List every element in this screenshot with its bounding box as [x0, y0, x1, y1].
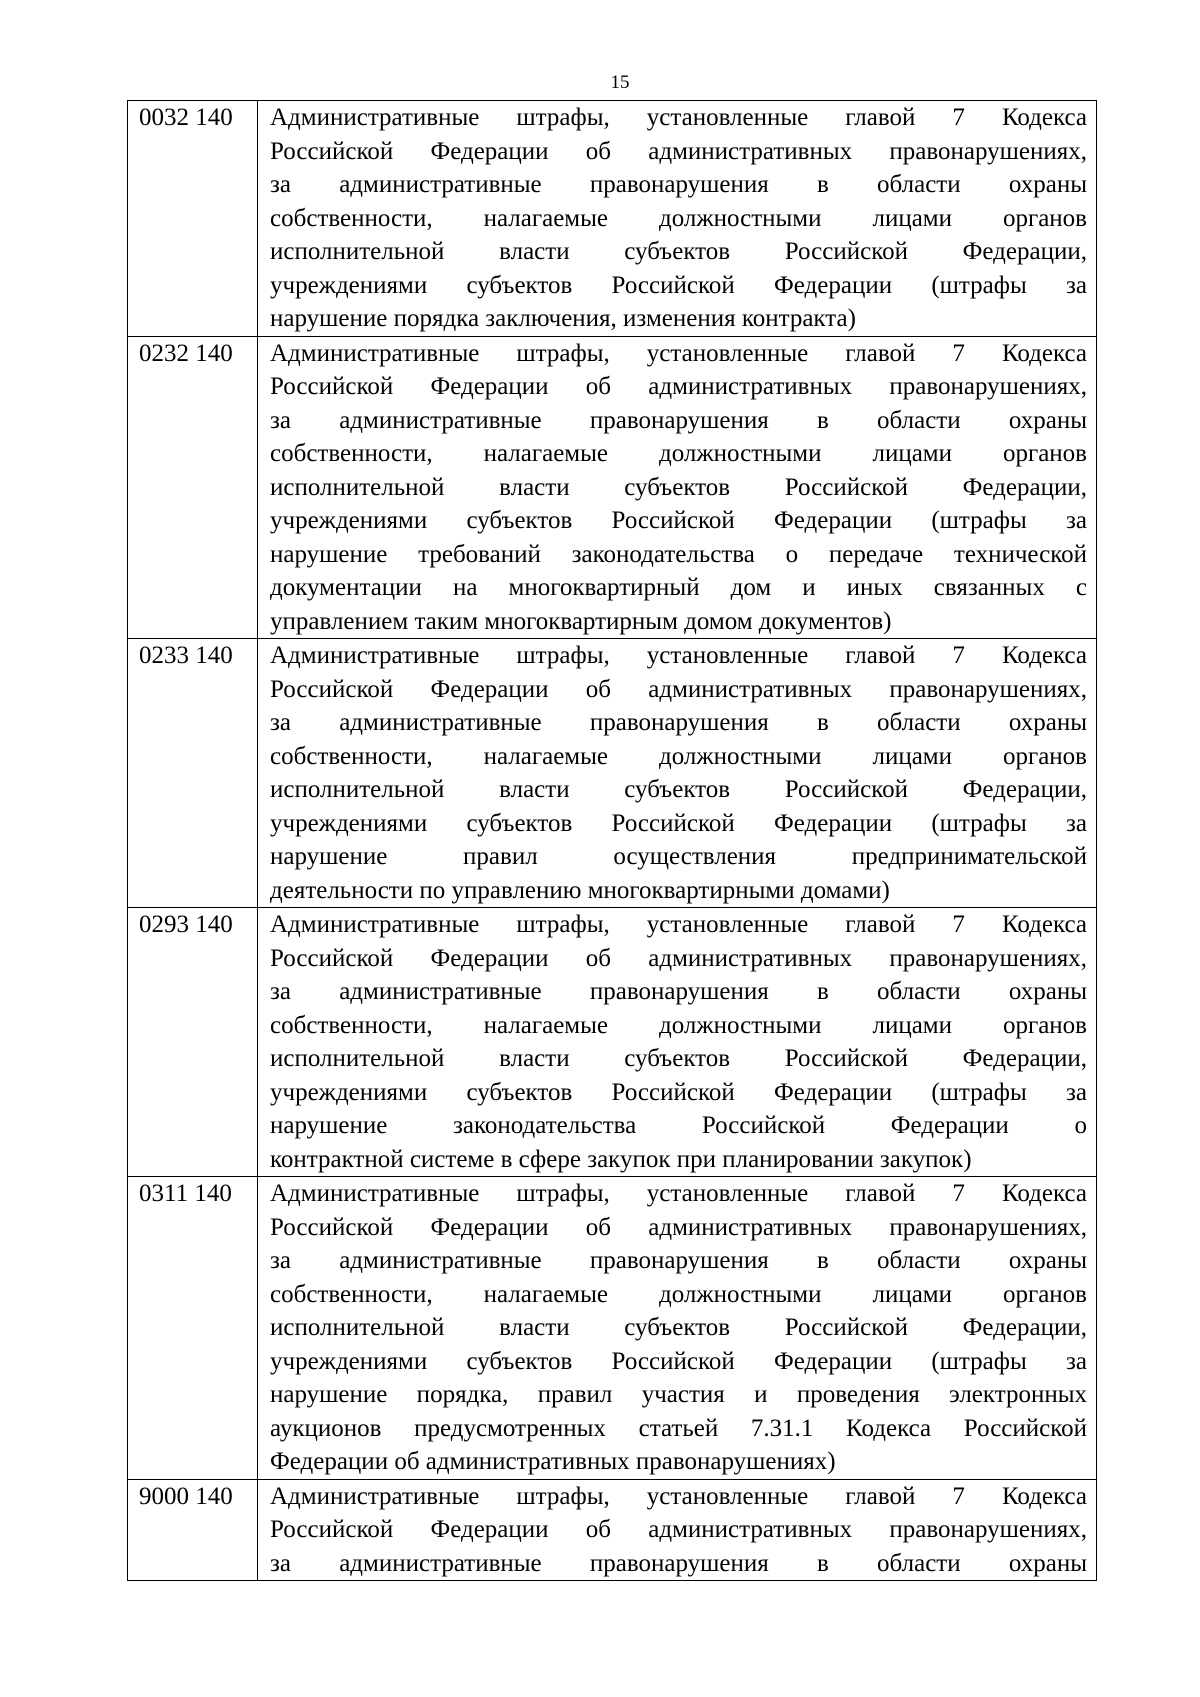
description-line: учреждениями субъектов Российской Федерации (штрафы за [270, 1347, 1087, 1375]
description-line: Российской Федерации об административных правонарушениях, [270, 944, 1087, 972]
budget-codes-table [127, 100, 1097, 1581]
description-line: собственности, налагаемые должностными лицами органов [270, 204, 1087, 232]
table-row [128, 639, 1097, 908]
description-line: аукционов предусмотренных статьей 7.31.1 Кодекса Российской [270, 1414, 1087, 1442]
code-cell: 0233 140 [128, 639, 258, 908]
description-line: за административные правонарушения в области охраны [270, 1247, 1087, 1274]
table-row [128, 101, 1097, 337]
description-line: исполнительной власти субъектов Российской Федерации, [270, 776, 1087, 803]
description-line: нарушение законодательства Российской Федерации о [270, 1112, 1087, 1139]
description-line: за административные правонарушения в области охраны [270, 709, 1087, 736]
description-line: Российской Федерации об административных правонарушениях, [270, 137, 1087, 165]
description-line: нарушение правил осуществления предпринимательской [270, 843, 1087, 870]
description-line: исполнительной власти субъектов Российской Федерации, [270, 1045, 1087, 1072]
description-line: Административные штрафы, установленные главой 7 Кодекса [270, 1482, 1087, 1510]
description-line: исполнительной власти субъектов Российской Федерации, [270, 1314, 1087, 1341]
description-line: Административные штрафы, установленные главой 7 Кодекса [270, 1180, 1087, 1207]
description-line: исполнительной власти субъектов Российской Федерации, [270, 473, 1087, 501]
description-line: управлением таким многоквартирным домом документов) [270, 607, 892, 635]
description-line: Административные штрафы, установленные главой 7 Кодекса [270, 339, 1087, 367]
description-line: документации на многоквартирный дом и иных связанных с [270, 574, 1087, 601]
description-cell [258, 908, 1097, 1177]
table-row [128, 336, 1097, 639]
description-line: Российской Федерации об административных правонарушениях, [270, 675, 1087, 703]
table-row [128, 1177, 1097, 1480]
description-line: исполнительной власти субъектов Российской Федерации, [270, 238, 1087, 265]
table-body [128, 101, 1097, 1581]
description-cell [258, 101, 1097, 337]
description-line: Административные штрафы, установленные главой 7 Кодекса [270, 642, 1087, 669]
description-line: собственности, налагаемые должностными лицами органов [270, 1280, 1087, 1308]
code-cell: 0293 140 [128, 908, 258, 1177]
description-cell [258, 1177, 1097, 1480]
description-line: учреждениями субъектов Российской Федерации (штрафы за [270, 507, 1087, 534]
description-cell [258, 336, 1097, 639]
table-row [128, 908, 1097, 1177]
description-line: нарушение порядка заключения, изменения контракта) [270, 305, 856, 332]
description-line: за административные правонарушения в области охраны [270, 406, 1087, 434]
description-cell [258, 1479, 1097, 1581]
description-line: нарушение порядка, правил участия и проведения электронных [270, 1381, 1087, 1408]
description-line: контрактной системе в сфере закупок при планировании закупок) [270, 1145, 972, 1173]
description-line: Административные штрафы, установленные главой 7 Кодекса [270, 104, 1087, 131]
description-line: Административные штрафы, установленные главой 7 Кодекса [270, 911, 1087, 938]
description-line: собственности, налагаемые должностными лицами органов [270, 742, 1087, 770]
description-line: Российской Федерации об административных правонарушениях, [270, 373, 1087, 400]
description-line: нарушение требований законодательства о передаче технической [270, 540, 1087, 568]
description-line: деятельности по управлению многоквартирными домами) [270, 876, 890, 904]
description-line: собственности, налагаемые должностными лицами органов [270, 440, 1087, 467]
description-line: учреждениями субъектов Российской Федерации (штрафы за [270, 809, 1087, 837]
description-line: учреждениями субъектов Российской Федерации (штрафы за [270, 271, 1087, 299]
table-row [128, 1479, 1097, 1581]
code-cell: 0232 140 [128, 336, 258, 639]
code-cell: 9000 140 [128, 1479, 258, 1581]
description-line: Российской Федерации об административных правонарушениях, [270, 1213, 1087, 1241]
page-number: 15 [610, 72, 630, 93]
description-line: Российской Федерации об административных правонарушениях, [270, 1516, 1087, 1543]
code-cell: 0032 140 [128, 101, 258, 337]
description-line: собственности, налагаемые должностными лицами органов [270, 1011, 1087, 1039]
code-cell: 0311 140 [128, 1177, 258, 1480]
description-line: Федерации об административных правонарушениях) [270, 1448, 836, 1475]
description-line: за административные правонарушения в области охраны [270, 1549, 1087, 1577]
description-line: учреждениями субъектов Российской Федерации (штрафы за [270, 1078, 1087, 1106]
description-cell [258, 639, 1097, 908]
description-line: за административные правонарушения в области охраны [270, 978, 1087, 1005]
description-line: за административные правонарушения в области охраны [270, 171, 1087, 198]
